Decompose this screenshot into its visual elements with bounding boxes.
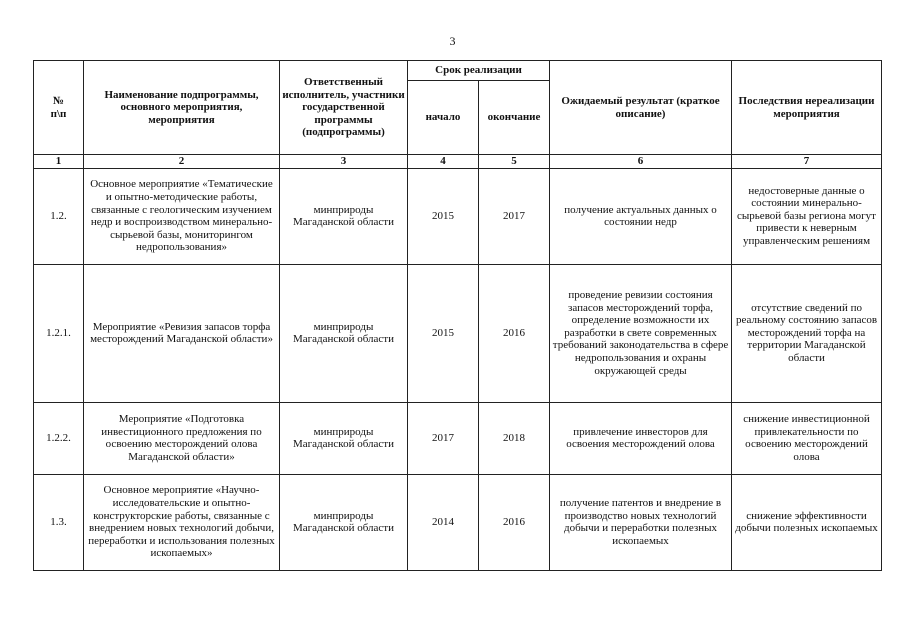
row-name: Основное мероприятие «Тематические и опытно-методические работы, связанные с геологическим изучением недр и воспроизводством минерально-сырьевой базы, мониторингом недропользования» xyxy=(84,168,280,264)
row-result: проведение ревизии состояния запасов месторождений торфа, определение возможности их разработки в свете современных требований законодательства в сфере недропользования и охраны окружающей среды xyxy=(550,264,732,402)
row-consequences: недостоверные данные о состоянии минерально-сырьевой базы региона могут привести к неверным управленческим решениям xyxy=(732,168,882,264)
header-num: № п\п xyxy=(34,61,84,155)
row-num: 1.2.2. xyxy=(34,402,84,474)
row-responsible: минприроды Магаданской области xyxy=(280,402,408,474)
row-start: 2015 xyxy=(408,264,479,402)
header-consequences: Последствия нереализации мероприятия xyxy=(732,61,882,155)
row-responsible: минприроды Магаданской области xyxy=(280,168,408,264)
header-responsible: Ответственный исполнитель, участники государственной программы (подпрограммы) xyxy=(280,61,408,155)
row-result: получение актуальных данных о состоянии недр xyxy=(550,168,732,264)
table-row xyxy=(34,168,882,264)
column-number: 3 xyxy=(280,155,408,169)
row-result: получение патентов и внедрение в производство новых технологий добычи и переработки полезных ископаемых xyxy=(550,474,732,570)
row-num: 1.2.1. xyxy=(34,264,84,402)
row-end: 2017 xyxy=(479,168,550,264)
row-consequences: снижение инвестиционной привлекательности по освоению месторождений олова xyxy=(732,402,882,474)
row-end: 2016 xyxy=(479,264,550,402)
header-term: Срок реализации xyxy=(408,61,550,81)
column-number: 4 xyxy=(408,155,479,169)
header-start: начало xyxy=(408,81,479,155)
table-row xyxy=(34,474,882,570)
column-number: 1 xyxy=(34,155,84,169)
table-row xyxy=(34,264,882,402)
row-num: 1.2. xyxy=(34,168,84,264)
table-row xyxy=(34,402,882,474)
column-number: 6 xyxy=(550,155,732,169)
program-table xyxy=(33,60,882,571)
row-result: привлечение инвесторов для освоения месторождений олова xyxy=(550,402,732,474)
row-start: 2015 xyxy=(408,168,479,264)
row-responsible: минприроды Магаданской области xyxy=(280,474,408,570)
row-name: Мероприятие «Ревизия запасов торфа месторождений Магаданской области» xyxy=(84,264,280,402)
row-end: 2018 xyxy=(479,402,550,474)
row-name: Основное мероприятие «Научно-исследовательские и опытно-конструкторские работы, связанные с внедрением новых технологий добычи, переработки и использования полезных ископаемых» xyxy=(84,474,280,570)
header-result: Ожидаемый результат (краткое описание) xyxy=(550,61,732,155)
row-consequences: отсутствие сведений по реальному состоянию запасов месторождений торфа на территории Магаданской области xyxy=(732,264,882,402)
column-number: 2 xyxy=(84,155,280,169)
row-responsible: минприроды Магаданской области xyxy=(280,264,408,402)
row-name: Мероприятие «Подготовка инвестиционного предложения по освоению месторождений олова Магаданской области» xyxy=(84,402,280,474)
row-num: 1.3. xyxy=(34,474,84,570)
row-start: 2017 xyxy=(408,402,479,474)
row-consequences: снижение эффективности добычи полезных ископаемых xyxy=(732,474,882,570)
page-number: 3 xyxy=(449,34,456,48)
column-number: 5 xyxy=(479,155,550,169)
row-end: 2016 xyxy=(479,474,550,570)
header-name: Наименование подпрограммы, основного мероприятия, мероприятия xyxy=(84,61,280,155)
row-start: 2014 xyxy=(408,474,479,570)
header-end: окончание xyxy=(479,81,550,155)
column-number: 7 xyxy=(732,155,882,169)
column-number-row xyxy=(34,155,882,169)
